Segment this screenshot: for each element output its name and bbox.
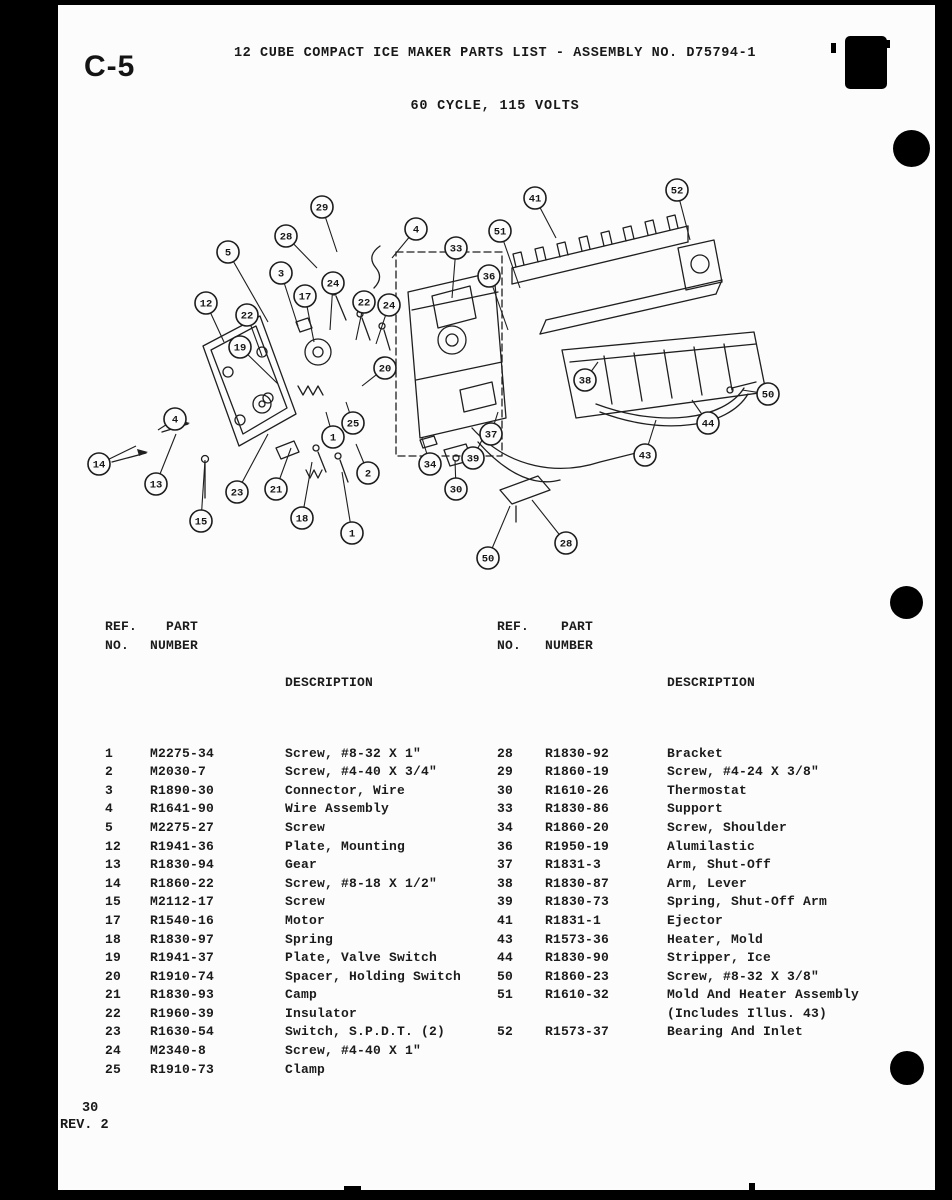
cell-desc: Spacer, Holding Switch — [285, 968, 462, 984]
cell-part: R1860-22 — [150, 875, 215, 891]
part-callout-number: 1 — [348, 528, 356, 541]
table-rows-right — [497, 745, 860, 1043]
table-row — [105, 745, 497, 764]
cell-part: R1831-1 — [545, 912, 602, 928]
cell-desc: (Includes Illus. 43) — [667, 1005, 828, 1021]
part-callout-number: 30 — [449, 484, 463, 497]
cell-ref: 2 — [105, 764, 114, 780]
cell-desc: Mold And Heater Assembly — [667, 987, 860, 1003]
parts-table-right-column — [497, 618, 860, 1079]
table-row — [105, 968, 497, 987]
cell-desc: Arm, Lever — [667, 875, 748, 891]
cell-part: R1860-23 — [545, 968, 610, 984]
part-callout-number: 12 — [199, 298, 213, 311]
cell-part: R1941-36 — [150, 838, 215, 854]
table-row — [497, 1005, 837, 1024]
cell-part: R1830-87 — [545, 875, 610, 891]
cell-ref: 28 — [497, 745, 514, 761]
cell-desc: Screw, Shoulder — [667, 819, 788, 835]
table-row — [105, 875, 497, 894]
table-header — [105, 618, 497, 730]
cell-ref: 34 — [497, 819, 514, 835]
cell-desc: Arm, Shut-Off — [667, 857, 772, 873]
cell-ref: 22 — [105, 1005, 122, 1021]
part-callout-number: 44 — [701, 418, 715, 431]
cell-ref: 24 — [105, 1043, 122, 1059]
table-row — [105, 1042, 497, 1061]
part-callout-number: 50 — [761, 389, 775, 402]
cell-desc: Screw, #4-40 X 1" — [285, 1043, 422, 1059]
part-callout-number: 28 — [559, 538, 573, 551]
part-callout-number: 29 — [315, 202, 329, 215]
cell-desc: Plate, Mounting — [285, 838, 406, 854]
table-row — [497, 893, 837, 912]
motor-module — [408, 272, 506, 438]
cell-desc: Screw — [285, 894, 326, 910]
cell-part: R1890-30 — [150, 782, 215, 798]
cell-part: R1830-92 — [545, 745, 610, 761]
scan-artifact — [749, 1183, 755, 1190]
cell-desc: Screw — [285, 819, 326, 835]
bearing-and-inlet — [678, 240, 722, 290]
cell-part: M2340-8 — [150, 1043, 207, 1059]
cell-part: R1830-97 — [150, 931, 215, 947]
cell-desc: Screw, #4-40 X 3/4" — [285, 764, 438, 780]
punch-hole — [890, 586, 923, 619]
part-callout-number: 21 — [269, 484, 283, 497]
cell-ref: 15 — [105, 894, 122, 910]
part-callout-number: 36 — [482, 271, 496, 284]
part-callout-number: 43 — [638, 450, 652, 463]
part-callout-number: 51 — [493, 226, 507, 239]
cell-part: R1860-20 — [545, 819, 610, 835]
cell-ref: 5 — [105, 819, 114, 835]
cell-desc: Switch, S.P.D.T. (2) — [285, 1024, 446, 1040]
part-callout-number: 20 — [378, 363, 392, 376]
part-callout-number: 50 — [481, 553, 495, 566]
cell-part: R1610-32 — [545, 987, 610, 1003]
part-callout-number: 38 — [578, 375, 592, 388]
table-row — [497, 949, 837, 968]
cell-ref — [497, 1005, 545, 1024]
cell-part: R1831-3 — [545, 857, 602, 873]
part-callout-number: 3 — [277, 268, 285, 281]
cell-desc: Insulator — [285, 1005, 358, 1021]
cell-ref: 14 — [105, 875, 122, 891]
cell-ref: 30 — [497, 782, 514, 798]
cell-ref: 51 — [497, 987, 514, 1003]
part-callout-number: 1 — [329, 432, 337, 445]
cell-part: M2275-27 — [150, 819, 215, 835]
scan-artifact — [831, 43, 836, 53]
table-row — [105, 782, 497, 801]
cell-ref: 23 — [105, 1024, 122, 1040]
cell-desc: Gear — [285, 857, 318, 873]
table-row — [105, 838, 497, 857]
cell-desc: Bearing And Inlet — [667, 1024, 804, 1040]
table-row — [105, 763, 497, 782]
revision-label: REV. 2 — [60, 1118, 109, 1133]
cell-ref: 4 — [105, 801, 114, 817]
header-ref: REF. NO. — [497, 619, 530, 653]
part-callout-number: 23 — [230, 487, 244, 500]
cell-part: M2112-17 — [150, 894, 215, 910]
table-row — [105, 1005, 497, 1024]
table-row — [497, 968, 837, 987]
cell-ref: 3 — [105, 782, 114, 798]
cell-desc: Heater, Mold — [667, 931, 764, 947]
cell-ref: 39 — [497, 894, 514, 910]
table-row — [497, 856, 837, 875]
part-callout-number: 19 — [233, 342, 247, 355]
part-callout-number: 41 — [528, 193, 542, 206]
scan-artifact — [344, 1186, 361, 1196]
part-callout-number: 22 — [240, 310, 254, 323]
table-row — [105, 1023, 497, 1042]
table-row — [105, 819, 497, 838]
header-description: DESCRIPTION — [285, 674, 374, 690]
part-callout-number: 39 — [466, 453, 480, 466]
cell-part: R1830-73 — [545, 894, 610, 910]
table-row — [105, 1061, 497, 1080]
table-row — [497, 819, 837, 838]
table-row — [497, 986, 860, 1005]
cell-ref: 21 — [105, 987, 122, 1003]
header-part-number: PART NUMBER — [545, 619, 594, 653]
table-row — [497, 1023, 837, 1042]
cell-part: R1610-26 — [545, 782, 610, 798]
cell-desc: Camp — [285, 987, 318, 1003]
cell-part: M2030-7 — [150, 764, 207, 780]
cell-ref: 1 — [105, 745, 114, 761]
cell-ref: 33 — [497, 801, 514, 817]
ejector-comb — [512, 215, 688, 284]
header-part-number: PART NUMBER — [150, 619, 199, 653]
cell-part: R1950-19 — [545, 838, 610, 854]
part-callout-number: 34 — [423, 459, 437, 472]
part-callout-number: 22 — [357, 297, 371, 310]
part-callout-number: 2 — [364, 468, 372, 481]
cell-ref: 52 — [497, 1024, 514, 1040]
table-row — [497, 912, 837, 931]
parts-table — [105, 618, 860, 1079]
part-callout-number: 14 — [92, 459, 106, 472]
part-callout-number: 4 — [412, 224, 420, 237]
cell-ref: 20 — [105, 968, 122, 984]
cell-part: R1641-90 — [150, 801, 215, 817]
cell-ref: 37 — [497, 857, 514, 873]
table-row — [105, 931, 497, 950]
cell-desc: Spring — [285, 931, 334, 947]
cell-part: R1941-37 — [150, 950, 215, 966]
cell-ref: 43 — [497, 931, 514, 947]
cell-part: R1830-94 — [150, 857, 215, 873]
part-callout-number: 33 — [449, 243, 463, 256]
table-row — [497, 838, 837, 857]
table-row — [105, 893, 497, 912]
cell-desc: Screw, #8-32 X 1" — [285, 745, 422, 761]
part-callout-number: 52 — [670, 185, 684, 198]
document-title: 12 CUBE COMPACT ICE MAKER PARTS LIST - ASSEMBLY NO. D75794-1 — [233, 46, 757, 61]
part-callout-number: 25 — [346, 418, 360, 431]
cell-ref: 44 — [497, 950, 514, 966]
cell-ref: 19 — [105, 950, 122, 966]
page-number: 30 — [82, 1101, 99, 1116]
part-callout-number: 28 — [279, 231, 293, 244]
table-row — [497, 782, 837, 801]
punch-hole — [890, 1051, 924, 1085]
cell-ref: 36 — [497, 838, 514, 854]
document-subtitle: 60 CYCLE, 115 VOLTS — [410, 99, 580, 114]
cell-ref: 18 — [105, 931, 122, 947]
part-callout-number: 13 — [149, 479, 163, 492]
cell-ref: 25 — [105, 1061, 122, 1077]
scan-artifact — [845, 36, 887, 89]
cell-desc: Spring, Shut-Off Arm — [667, 894, 828, 910]
cell-part: R1910-73 — [150, 1061, 215, 1077]
cell-desc: Stripper, Ice — [667, 950, 772, 966]
part-callout-number: 37 — [484, 429, 498, 442]
part-callout-number: 15 — [194, 516, 208, 529]
table-row — [497, 745, 837, 764]
table-row — [497, 875, 837, 894]
cell-part: R1573-37 — [545, 1024, 610, 1040]
cell-desc: Ejector — [667, 912, 724, 928]
cell-ref: 12 — [105, 838, 122, 854]
table-row — [105, 800, 497, 819]
table-header — [497, 618, 837, 730]
cell-desc: Screw, #8-18 X 1/2" — [285, 875, 438, 891]
cell-part: R1910-74 — [150, 968, 215, 984]
cell-desc: Thermostat — [667, 782, 748, 798]
cell-ref: 17 — [105, 912, 122, 928]
cell-desc: Plate, Valve Switch — [285, 950, 438, 966]
part-callout-number: 5 — [224, 247, 232, 260]
cell-part: R1830-93 — [150, 987, 215, 1003]
table-row — [105, 949, 497, 968]
cell-part: R1860-19 — [545, 764, 610, 780]
table-row — [105, 856, 497, 875]
part-callout-number: 17 — [298, 291, 312, 304]
part-callout-number: 4 — [171, 414, 179, 427]
cell-ref: 41 — [497, 912, 514, 928]
punch-hole — [893, 130, 930, 167]
cell-desc: Wire Assembly — [285, 801, 390, 817]
header-description: DESCRIPTION — [667, 674, 756, 690]
part-callout-number: 24 — [326, 278, 340, 291]
page-footer — [60, 1100, 109, 1134]
mounting-plate — [203, 316, 296, 446]
cell-part: R1573-36 — [545, 931, 610, 947]
header-ref: REF. NO. — [105, 619, 138, 653]
table-row — [497, 931, 837, 950]
cell-ref: 29 — [497, 764, 514, 780]
cell-ref: 38 — [497, 875, 514, 891]
cell-desc: Screw, #4-24 X 3/8" — [667, 764, 820, 780]
table-row — [497, 763, 837, 782]
scan-artifact — [884, 40, 890, 48]
cell-ref: 50 — [497, 968, 514, 984]
cell-part: R1830-86 — [545, 801, 610, 817]
cell-part: R1630-54 — [150, 1024, 215, 1040]
table-row — [105, 986, 497, 1005]
cell-part: R1830-90 — [545, 950, 610, 966]
cell-part — [545, 1005, 667, 1024]
page-corner-label: C-5 — [84, 50, 136, 83]
part-callouts — [88, 179, 779, 569]
cell-ref: 13 — [105, 857, 122, 873]
table-rows-left — [105, 745, 497, 1080]
table-row — [497, 800, 837, 819]
cell-desc: Motor — [285, 912, 326, 928]
cell-desc: Connector, Wire — [285, 782, 406, 798]
cell-desc: Screw, #8-32 X 3/8" — [667, 968, 820, 984]
part-callout-number: 18 — [295, 513, 309, 526]
cell-part: R1960-39 — [150, 1005, 215, 1021]
part-callout-number: 24 — [382, 300, 396, 313]
cell-desc: Clamp — [285, 1061, 326, 1077]
cell-part: R1540-16 — [150, 912, 215, 928]
parts-table-left-column — [105, 618, 497, 1079]
cell-part: M2275-34 — [150, 745, 215, 761]
table-row — [105, 912, 497, 931]
cell-desc: Support — [667, 801, 724, 817]
cell-desc: Bracket — [667, 745, 724, 761]
cell-desc: Alumilastic — [667, 838, 756, 854]
